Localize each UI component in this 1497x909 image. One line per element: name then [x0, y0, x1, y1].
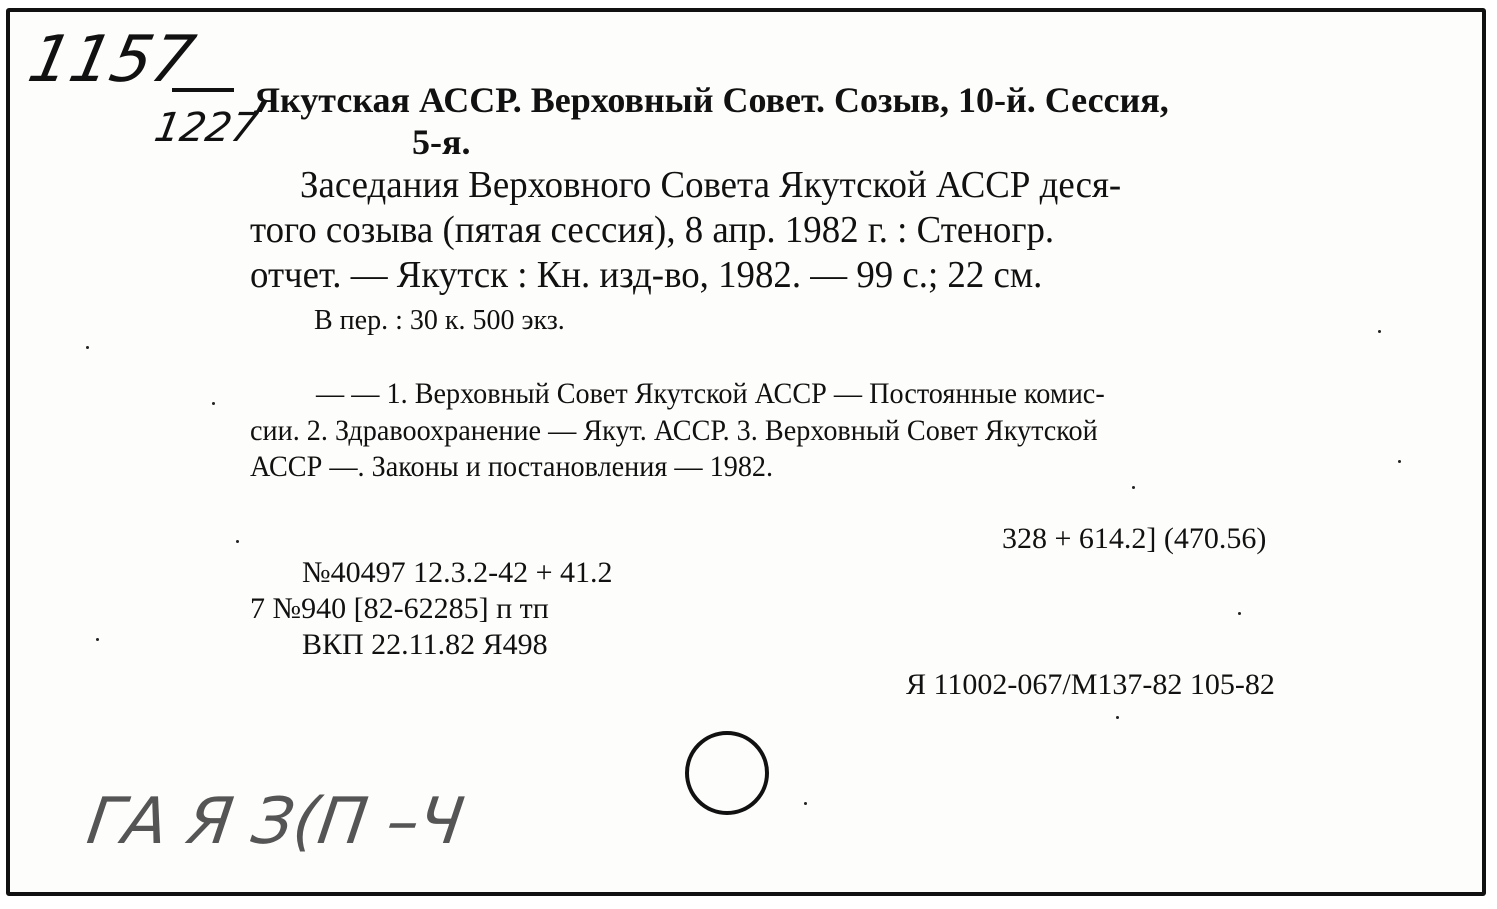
speck	[86, 346, 89, 349]
handwritten-number-sub: 1227	[150, 105, 261, 151]
publisher-code: Я 11002-067/М137-82 105-82	[906, 668, 1275, 701]
title-line-3: отчет. — Якутск : Кн. изд-во, 1982. — 99 с.; 22 см.	[250, 254, 1043, 296]
catalog-code-3: ВКП 22.11.82 Я498	[302, 628, 548, 661]
speck	[1378, 330, 1381, 333]
catalog-code-1: №40497 12.3.2-42 + 41.2	[302, 556, 613, 589]
speck	[1238, 612, 1241, 615]
speck	[96, 638, 99, 641]
subject-line-3: АССР —. Законы и постановления — 1982.	[250, 450, 774, 483]
handwritten-number-top: 1157	[22, 23, 201, 97]
speck	[1132, 486, 1135, 489]
catalog-code-2: 7 №940 [82-62285] п тп	[250, 592, 549, 625]
handwritten-dash	[172, 88, 234, 92]
speck	[236, 540, 239, 543]
handwritten-bottom-note: ГА Я З(П –Ч	[82, 785, 469, 859]
heading-line-2: 5-я.	[412, 122, 471, 162]
speck	[212, 402, 215, 405]
heading-line-1: Якутская АССР. Верховный Совет. Созыв, 10-й. Сессия,	[254, 80, 1169, 120]
subject-line-1: — — 1. Верховный Совет Якутской АССР — Постоянные комис-	[316, 377, 1105, 410]
classification-index: 328 + 614.2] (470.56)	[1002, 522, 1267, 555]
subject-line-2: сии. 2. Здравоохранение — Якут. АССР. 3. Верховный Совет Якутской	[250, 414, 1098, 447]
price-line: В пер. : 30 к. 500 экз.	[314, 305, 565, 336]
punch-hole	[685, 731, 769, 815]
speck	[1116, 716, 1119, 719]
title-line-2: того созыва (пятая сессия), 8 апр. 1982 г. : Стеногр.	[250, 209, 1055, 251]
speck	[804, 802, 807, 805]
title-line-1: Заседания Верховного Совета Якутской АССР деся-	[300, 164, 1122, 206]
speck	[1398, 460, 1401, 463]
